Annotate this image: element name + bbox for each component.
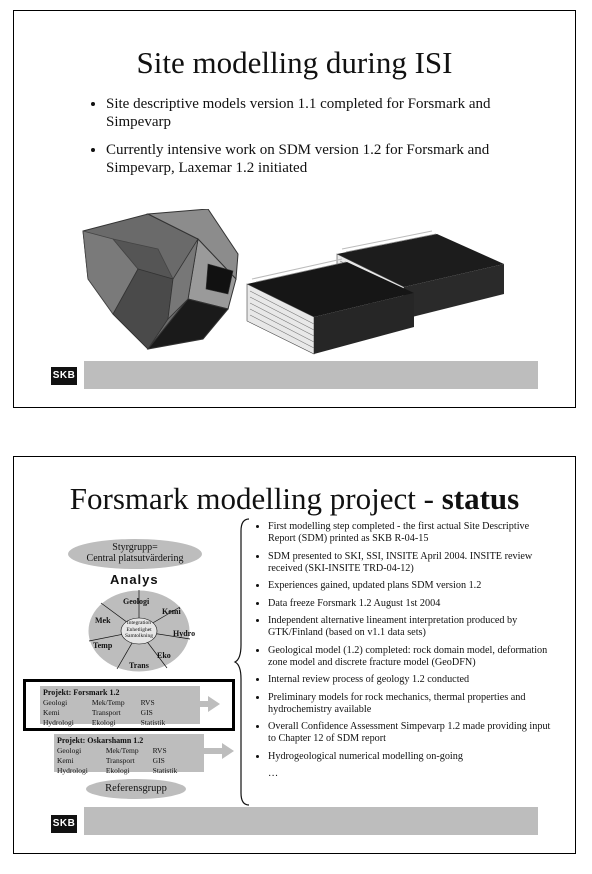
wheel-segment-eko: Eko <box>157 651 171 660</box>
slide-2-title <box>14 481 575 517</box>
proj-cell: Ekologi <box>105 766 130 775</box>
status-bullet: • SDM presented to SKI, SSI, INSITE April 2004. INSITE review received (SKI-INSITE TRD-04-12) <box>268 551 558 575</box>
rock-model-illustration <box>78 209 258 359</box>
brace-icon <box>233 517 251 807</box>
status-bullet: • Internal review process of geology 1.2 conducted <box>268 674 558 686</box>
styrgrupp-ellipse <box>68 539 202 569</box>
proj-cell: GIS <box>152 756 165 765</box>
status-bullet: • First modelling step completed - the first actual Site Descriptive Report (SDM) printed as SKB R-04-15 <box>268 521 558 545</box>
status-bullet: • Preliminary models for rock mechanics, thermal properties and hydrochemistry available <box>268 692 558 716</box>
status-bullet: • Independent alternative lineament interpretation produced by GTK/Finland (based on v1.1 data sets) <box>268 615 558 639</box>
status-bullet: • Overall Confidence Assessment Simpevarp 1.2 made providing input to Chapter 12 of SDM report <box>268 721 558 745</box>
proj-cell: Statistik <box>140 718 166 727</box>
proj-cell: Transport <box>91 708 121 717</box>
proj-cell: RVS <box>152 746 167 755</box>
forsmark-project-box <box>40 686 200 727</box>
wheel-segment-geologi: Geologi <box>123 597 150 606</box>
wheel-center-1: Integration <box>126 620 152 626</box>
oskarshamn-arrow-icon <box>204 743 234 759</box>
wheel-center-2: Enhetlighet <box>126 626 152 633</box>
styrgrupp-line-2: Central platsutvärdering <box>86 553 184 564</box>
status-bullet: … <box>268 768 279 779</box>
proj-cell: Transport <box>105 756 135 765</box>
footer-bar <box>84 807 538 835</box>
wheel-segment-trans: Trans <box>129 661 149 670</box>
referensgrupp-ellipse <box>86 779 186 799</box>
oskarshamn-project-header: Projekt: Oskarshamn 1.2 <box>57 736 144 745</box>
slide-1-bullets <box>92 95 522 187</box>
skb-logo: SKB <box>51 815 77 833</box>
footer-bar <box>84 361 538 389</box>
wheel-center-3: Samtolkning <box>124 633 154 639</box>
status-bullet: • Experiences gained, updated plans SDM version 1.2 <box>268 580 558 592</box>
title-main: Forsmark modelling project - <box>69 481 442 516</box>
slide-2-bullets <box>254 521 558 780</box>
proj-cell: Hydrologi <box>43 718 74 727</box>
analysis-wheel <box>87 589 196 673</box>
slide-1 <box>13 10 576 408</box>
proj-cell: Kemi <box>57 756 74 765</box>
wheel-segment-hydro: Hydro <box>173 629 196 638</box>
forsmark-project-header: Projekt: Forsmark 1.2 <box>43 688 120 697</box>
slide-1-bullet: • Site descriptive models version 1.1 completed for Forsmark and Simpevarp <box>106 95 522 131</box>
proj-cell: Ekologi <box>91 718 116 727</box>
status-bullet: • Data freeze Forsmark 1.2 August 1st 2004 <box>268 598 558 610</box>
forsmark-arrow-icon <box>190 696 220 712</box>
proj-cell: Geologi <box>43 698 68 707</box>
status-bullet: • Hydrogeological numerical modelling on-going <box>268 751 558 763</box>
title-bold: status <box>441 481 520 516</box>
proj-cell: Hydrologi <box>57 766 88 775</box>
proj-cell: Statistik <box>152 766 178 775</box>
slide-1-title: Site modelling during ISI <box>136 45 453 80</box>
oskarshamn-project-box <box>54 734 204 775</box>
wheel-segment-temp: Temp <box>93 641 113 650</box>
slide-2 <box>13 456 576 854</box>
analys-label: Analys <box>110 572 159 587</box>
proj-cell: Kemi <box>43 708 60 717</box>
books-illustration <box>242 229 507 359</box>
proj-cell: RVS <box>140 698 155 707</box>
referensgrupp-label: Referensgrupp <box>105 783 167 794</box>
wheel-segment-kemi: Kemi <box>162 607 181 616</box>
skb-logo: SKB <box>51 367 77 385</box>
proj-cell: Mek/Temp <box>105 746 139 755</box>
proj-cell: GIS <box>140 708 153 717</box>
proj-cell: Mek/Temp <box>91 698 125 707</box>
styrgrupp-line-1: Styrgrupp= <box>112 542 158 553</box>
proj-cell: Geologi <box>57 746 82 755</box>
status-bullet: • Geological model (1.2) completed: rock domain model, deformation zone model and discrete fracture model (GeoDFN) <box>268 645 558 669</box>
slide-1-bullet: • Currently intensive work on SDM version 1.2 for Forsmark and Simpevarp, Laxemar 1.2 initiated <box>106 141 522 177</box>
wheel-segment-mek: Mek <box>95 616 111 625</box>
